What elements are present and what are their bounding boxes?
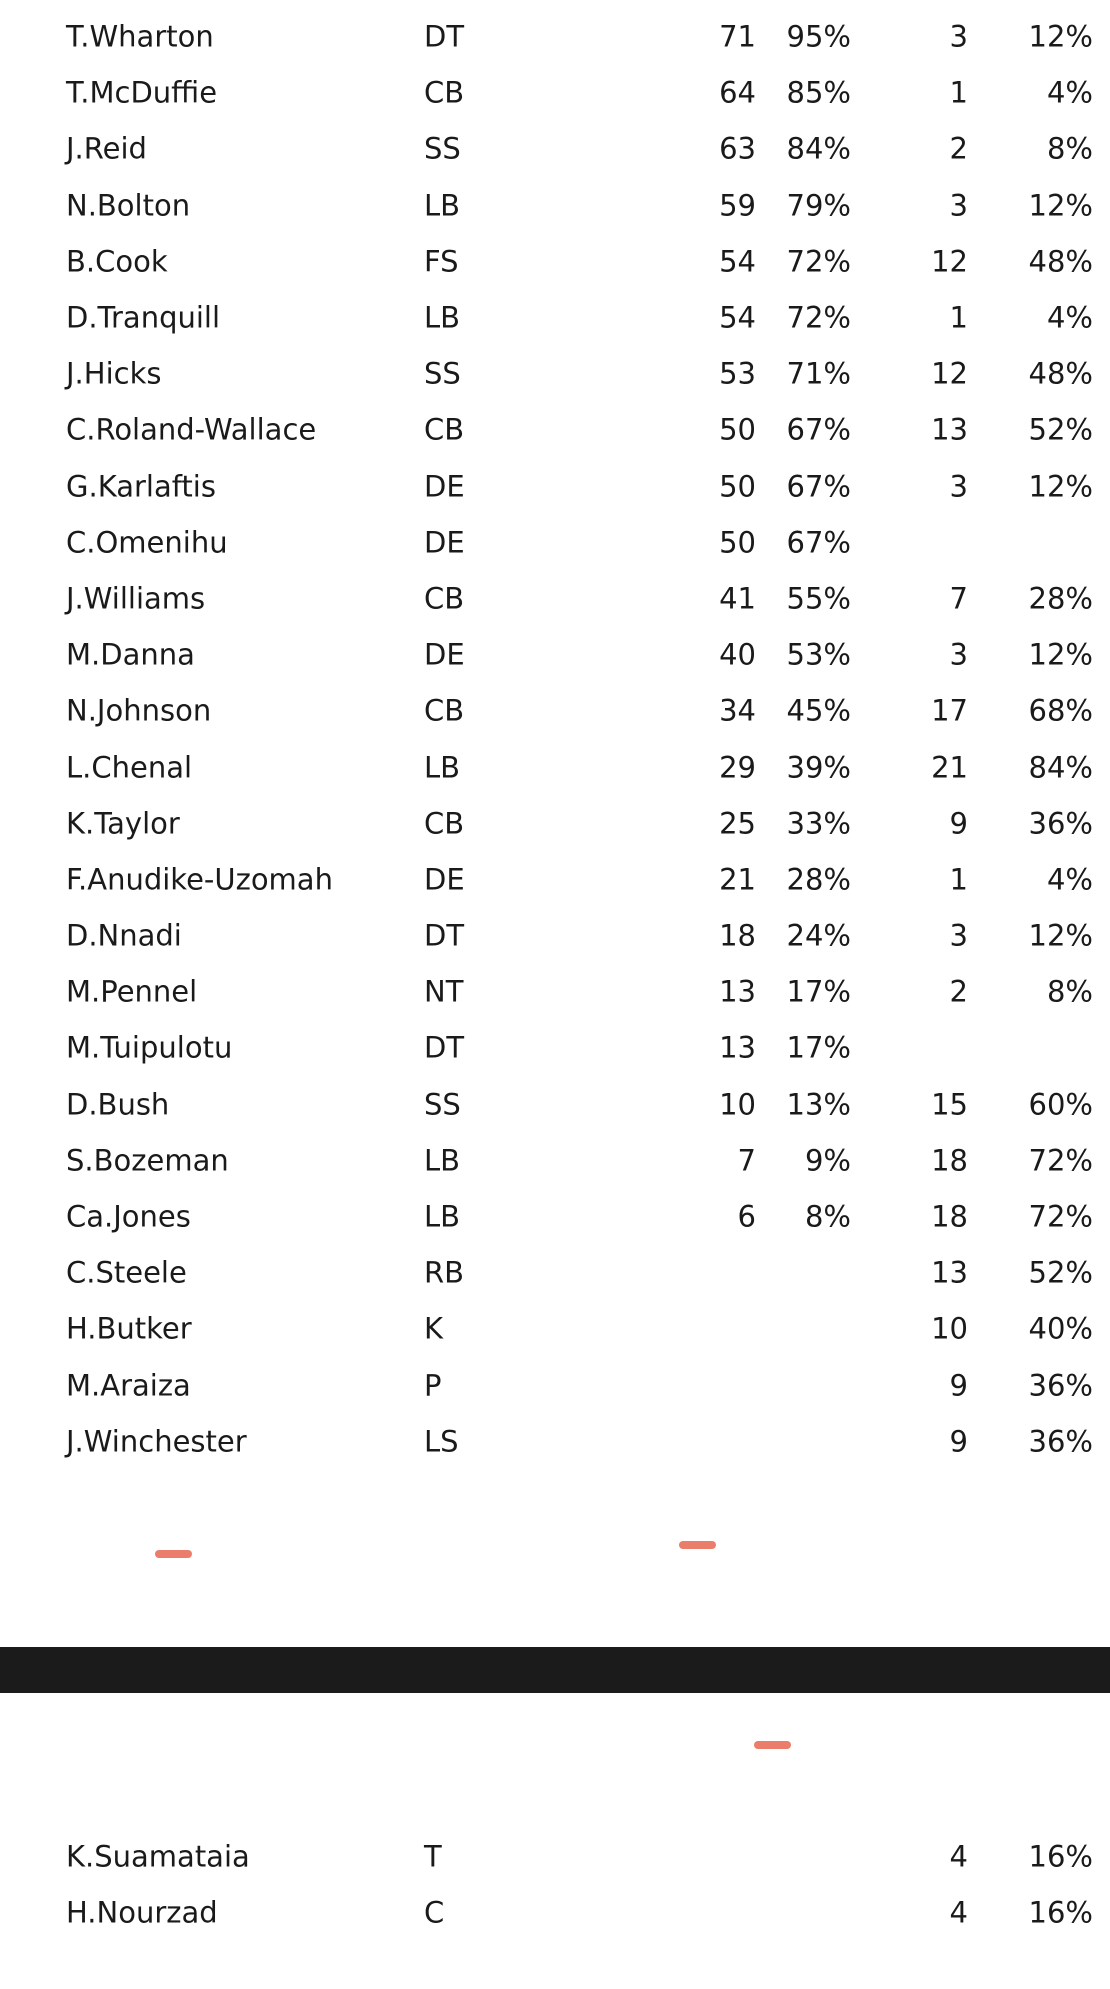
player-row	[0, 402, 1110, 458]
defense-snaps: 10	[719, 1087, 756, 1122]
player-position: CB	[424, 412, 465, 447]
defense-snaps: 6	[737, 1199, 756, 1234]
player-row	[0, 290, 1110, 346]
special-teams-snap-pct: 12%	[1028, 19, 1093, 54]
special-teams-snaps: 3	[949, 188, 968, 223]
player-row	[0, 1885, 1110, 1941]
defense-snap-pct: 8%	[804, 1199, 851, 1234]
special-teams-snap-pct: 8%	[1046, 131, 1093, 166]
special-teams-snap-pct: 4%	[1046, 75, 1093, 110]
special-teams-snaps: 3	[949, 637, 968, 672]
player-row	[0, 1077, 1110, 1133]
defense-snap-table	[0, 9, 1110, 1470]
special-teams-snaps: 15	[931, 1087, 968, 1122]
player-position: K	[424, 1311, 444, 1346]
special-teams-snaps: 4	[949, 1895, 968, 1930]
special-teams-snap-pct: 60%	[1028, 1087, 1093, 1122]
special-teams-snaps: 12	[931, 244, 968, 279]
player-row	[0, 346, 1110, 402]
defense-snaps: 50	[719, 525, 756, 560]
special-teams-snaps: 1	[949, 300, 968, 335]
defense-snap-pct: 79%	[786, 188, 851, 223]
special-teams-snap-pct: 48%	[1028, 244, 1093, 279]
player-position: LB	[424, 188, 461, 223]
defense-snap-pct: 72%	[786, 244, 851, 279]
player-row	[0, 1189, 1110, 1245]
special-teams-snap-pct: 48%	[1028, 356, 1093, 391]
defense-snap-pct: 33%	[786, 806, 851, 841]
defense-snaps: 50	[719, 469, 756, 504]
player-name: F.Anudike-Uzomah	[66, 862, 333, 897]
defense-snap-pct: 67%	[786, 525, 851, 560]
defense-snaps: 18	[719, 918, 756, 953]
player-position: SS	[424, 1087, 461, 1122]
defense-snaps: 34	[719, 693, 756, 728]
player-name: Ca.Jones	[66, 1199, 191, 1234]
player-row	[0, 571, 1110, 627]
player-row	[0, 852, 1110, 908]
section-divider-bar	[0, 1647, 1110, 1693]
player-position: DE	[424, 862, 465, 897]
player-name: K.Taylor	[66, 806, 180, 841]
special-teams-snap-pct: 68%	[1028, 693, 1093, 728]
special-teams-snaps: 9	[949, 1424, 968, 1459]
player-row	[0, 1358, 1110, 1414]
player-position: FS	[424, 244, 459, 279]
special-teams-snap-pct: 72%	[1028, 1143, 1093, 1178]
player-position: RB	[424, 1255, 465, 1290]
defense-snaps: 53	[719, 356, 756, 391]
defense-snaps: 64	[719, 75, 756, 110]
defense-snap-pct: 9%	[804, 1143, 851, 1178]
special-teams-snap-pct: 4%	[1046, 300, 1093, 335]
player-row	[0, 1301, 1110, 1357]
special-teams-snaps: 2	[949, 131, 968, 166]
defense-snap-pct: 53%	[786, 637, 851, 672]
red-marker	[754, 1741, 791, 1749]
defense-snaps: 54	[719, 244, 756, 279]
player-position: DE	[424, 637, 465, 672]
player-name: J.Winchester	[66, 1424, 247, 1459]
special-teams-snaps: 1	[949, 75, 968, 110]
player-row	[0, 459, 1110, 515]
player-name: H.Nourzad	[66, 1895, 218, 1930]
player-name: M.Araiza	[66, 1368, 191, 1403]
defense-snaps: 7	[737, 1143, 756, 1178]
special-teams-snap-pct: 12%	[1028, 469, 1093, 504]
player-name: J.Williams	[66, 581, 206, 616]
offense-snap-table	[0, 1829, 1110, 1941]
player-name: M.Danna	[66, 637, 195, 672]
player-position: DT	[424, 19, 465, 54]
special-teams-snaps: 17	[931, 693, 968, 728]
defense-snaps: 63	[719, 131, 756, 166]
special-teams-snaps: 3	[949, 469, 968, 504]
special-teams-snap-pct: 40%	[1028, 1311, 1093, 1346]
player-position: DE	[424, 525, 465, 560]
special-teams-snaps: 18	[931, 1143, 968, 1178]
player-row	[0, 1829, 1110, 1885]
player-row	[0, 739, 1110, 795]
player-name: D.Nnadi	[66, 918, 182, 953]
defense-snaps: 13	[719, 974, 756, 1009]
special-teams-snaps: 10	[931, 1311, 968, 1346]
player-row	[0, 908, 1110, 964]
defense-snaps: 13	[719, 1030, 756, 1065]
defense-snap-pct: 39%	[786, 750, 851, 785]
defense-snap-pct: 71%	[786, 356, 851, 391]
defense-snap-pct: 17%	[786, 1030, 851, 1065]
player-position: C	[424, 1895, 445, 1930]
defense-snap-pct: 28%	[786, 862, 851, 897]
player-name: D.Bush	[66, 1087, 170, 1122]
defense-snaps: 50	[719, 412, 756, 447]
player-row	[0, 1020, 1110, 1076]
special-teams-snaps: 4	[949, 1839, 968, 1874]
player-name: S.Bozeman	[66, 1143, 229, 1178]
special-teams-snaps: 9	[949, 1368, 968, 1403]
player-name: T.Wharton	[66, 19, 214, 54]
defense-snap-pct: 55%	[786, 581, 851, 616]
special-teams-snaps: 12	[931, 356, 968, 391]
special-teams-snap-pct: 72%	[1028, 1199, 1093, 1234]
player-name: C.Omenihu	[66, 525, 228, 560]
player-position: CB	[424, 806, 465, 841]
defense-snaps: 29	[719, 750, 756, 785]
player-row	[0, 1414, 1110, 1470]
player-name: J.Reid	[66, 131, 147, 166]
player-name: M.Tuipulotu	[66, 1030, 233, 1065]
defense-snap-pct: 72%	[786, 300, 851, 335]
defense-snaps: 71	[719, 19, 756, 54]
defense-snaps: 41	[719, 581, 756, 616]
player-row	[0, 515, 1110, 571]
defense-snaps: 54	[719, 300, 756, 335]
defense-snap-pct: 95%	[786, 19, 851, 54]
player-name: T.McDuffie	[66, 75, 218, 110]
player-name: M.Pennel	[66, 974, 198, 1009]
red-marker	[679, 1541, 716, 1549]
special-teams-snap-pct: 52%	[1028, 1255, 1093, 1290]
defense-snap-pct: 17%	[786, 974, 851, 1009]
player-row	[0, 65, 1110, 121]
special-teams-snap-pct: 4%	[1046, 862, 1093, 897]
special-teams-snaps: 7	[949, 581, 968, 616]
player-name: G.Karlaftis	[66, 469, 216, 504]
player-name: C.Roland-Wallace	[66, 412, 317, 447]
player-position: CB	[424, 75, 465, 110]
player-position: LB	[424, 1143, 461, 1178]
player-position: T	[424, 1839, 442, 1874]
player-position: LB	[424, 1199, 461, 1234]
player-row	[0, 121, 1110, 177]
player-position: CB	[424, 581, 465, 616]
red-marker	[155, 1550, 192, 1558]
special-teams-snaps: 21	[931, 750, 968, 785]
special-teams-snaps: 3	[949, 19, 968, 54]
player-row	[0, 796, 1110, 852]
player-name: N.Johnson	[66, 693, 212, 728]
player-position: DT	[424, 1030, 465, 1065]
special-teams-snap-pct: 12%	[1028, 188, 1093, 223]
special-teams-snap-pct: 28%	[1028, 581, 1093, 616]
player-position: DE	[424, 469, 465, 504]
player-position: SS	[424, 131, 461, 166]
special-teams-snaps: 18	[931, 1199, 968, 1234]
defense-snap-pct: 24%	[786, 918, 851, 953]
player-position: LS	[424, 1424, 459, 1459]
player-row	[0, 683, 1110, 739]
player-name: B.Cook	[66, 244, 168, 279]
special-teams-snap-pct: 36%	[1028, 1368, 1093, 1403]
defense-snap-pct: 13%	[786, 1087, 851, 1122]
special-teams-snaps: 9	[949, 806, 968, 841]
player-row	[0, 964, 1110, 1020]
special-teams-snaps: 1	[949, 862, 968, 897]
special-teams-snap-pct: 84%	[1028, 750, 1093, 785]
special-teams-snaps: 2	[949, 974, 968, 1009]
defense-snap-pct: 85%	[786, 75, 851, 110]
player-position: SS	[424, 356, 461, 391]
defense-snaps: 59	[719, 188, 756, 223]
player-name: C.Steele	[66, 1255, 187, 1290]
player-name: J.Hicks	[66, 356, 162, 391]
player-position: P	[424, 1368, 442, 1403]
special-teams-snap-pct: 8%	[1046, 974, 1093, 1009]
defense-snap-pct: 67%	[786, 469, 851, 504]
player-row	[0, 1245, 1110, 1301]
special-teams-snaps: 13	[931, 1255, 968, 1290]
special-teams-snap-pct: 36%	[1028, 1424, 1093, 1459]
special-teams-snaps: 3	[949, 918, 968, 953]
defense-snap-pct: 67%	[786, 412, 851, 447]
player-position: DT	[424, 918, 465, 953]
player-position: NT	[424, 974, 464, 1009]
special-teams-snap-pct: 52%	[1028, 412, 1093, 447]
special-teams-snap-pct: 16%	[1028, 1839, 1093, 1874]
special-teams-snap-pct: 36%	[1028, 806, 1093, 841]
player-position: CB	[424, 693, 465, 728]
player-position: LB	[424, 300, 461, 335]
defense-snaps: 21	[719, 862, 756, 897]
player-row	[0, 627, 1110, 683]
player-row	[0, 234, 1110, 290]
player-name: D.Tranquill	[66, 300, 221, 335]
defense-snap-pct: 45%	[786, 693, 851, 728]
defense-snaps: 40	[719, 637, 756, 672]
player-position: LB	[424, 750, 461, 785]
player-row	[0, 9, 1110, 65]
special-teams-snap-pct: 12%	[1028, 637, 1093, 672]
player-row	[0, 178, 1110, 234]
special-teams-snap-pct: 16%	[1028, 1895, 1093, 1930]
player-row	[0, 1133, 1110, 1189]
defense-snap-pct: 84%	[786, 131, 851, 166]
defense-snaps: 25	[719, 806, 756, 841]
player-name: L.Chenal	[66, 750, 193, 785]
special-teams-snaps: 13	[931, 412, 968, 447]
player-name: H.Butker	[66, 1311, 192, 1346]
special-teams-snap-pct: 12%	[1028, 918, 1093, 953]
player-name: N.Bolton	[66, 188, 191, 223]
player-name: K.Suamataia	[66, 1839, 250, 1874]
